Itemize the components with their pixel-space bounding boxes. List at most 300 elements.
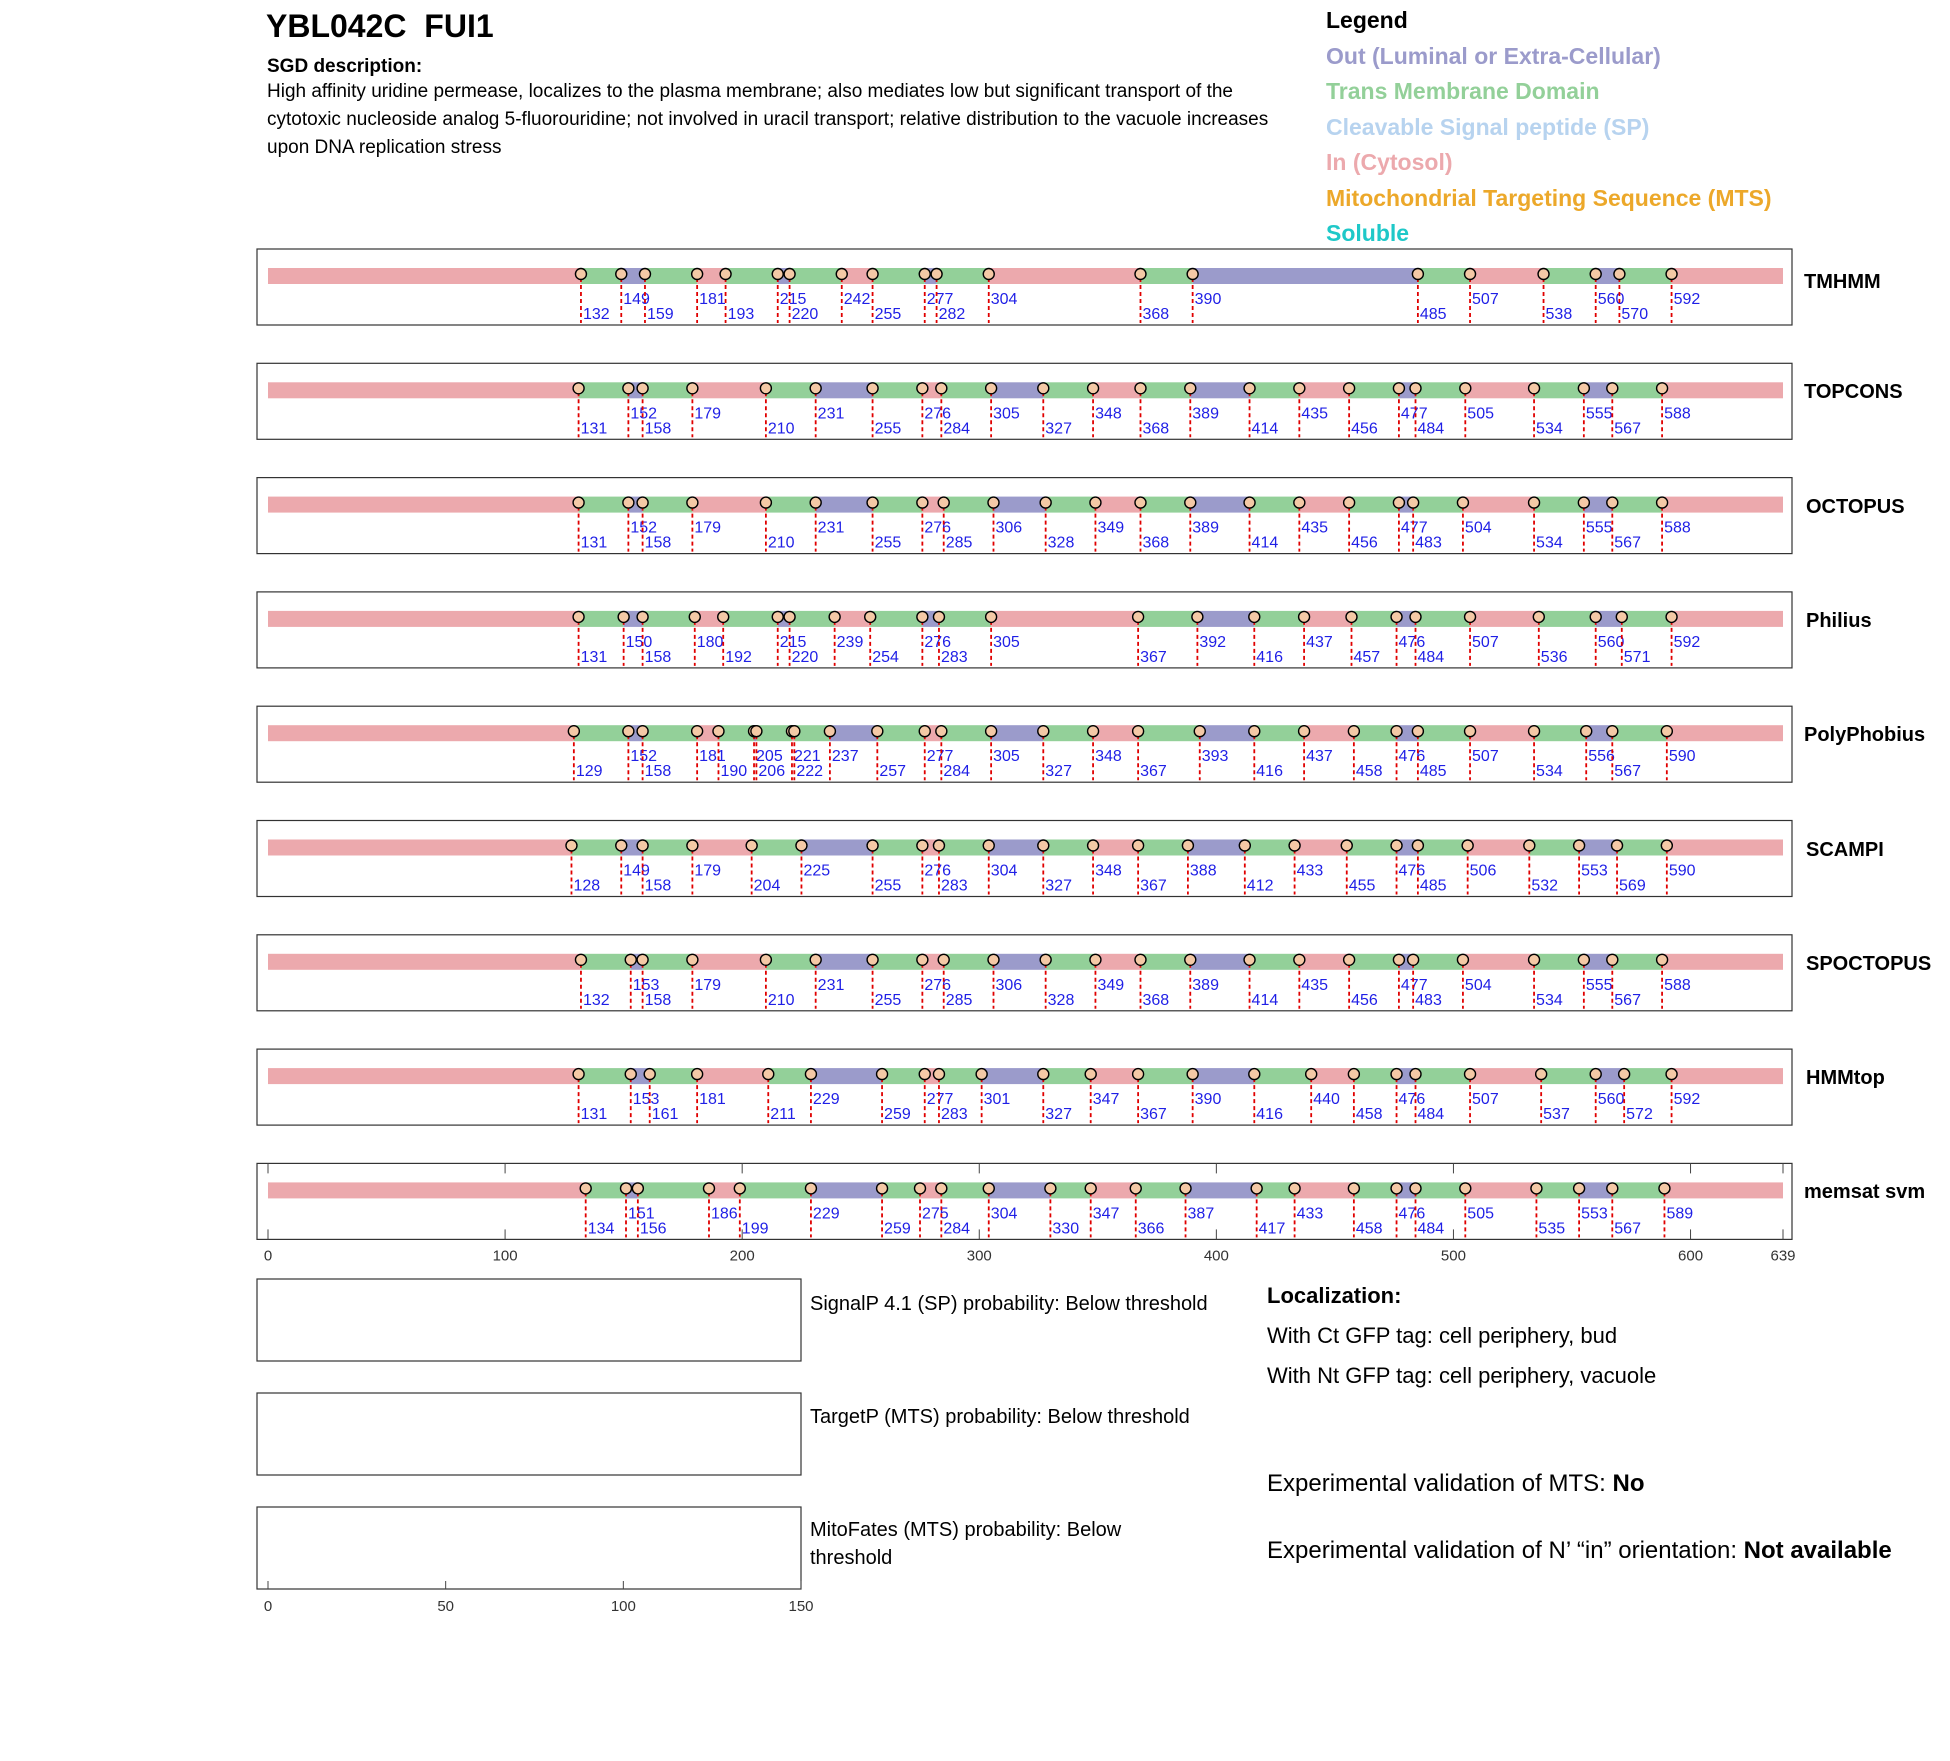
- segment-in: [268, 725, 574, 741]
- segment-tm: [1354, 1182, 1397, 1198]
- boundary-marker: [692, 269, 703, 280]
- sgd-description: High affinity uridine permease, localizes to the plasma membrane; also mediates low but significant transport of the cytotoxic nucleoside analog 5-fluorouridine; not involved in uracil transport; relative distribution to the vacuole increases upon DNA replication stress: [267, 81, 1269, 158]
- boundary-label: 180: [696, 633, 724, 651]
- boundary-marker: [623, 497, 634, 508]
- boundary-marker: [1410, 1069, 1421, 1080]
- segment-out: [991, 725, 1043, 741]
- boundary-marker: [1393, 383, 1404, 394]
- boundary-label: 283: [940, 648, 968, 666]
- boundary-marker: [1462, 840, 1473, 851]
- segment-out: [993, 497, 1045, 513]
- predictor-label-tmhmm: TMHMM: [1804, 271, 1881, 293]
- segment-in: [1470, 1068, 1541, 1084]
- boundary-label: 588: [1664, 519, 1691, 537]
- axis-tick-label: 500: [1440, 1247, 1466, 1265]
- boundary-label: 485: [1419, 306, 1447, 323]
- segment-tm: [1612, 1182, 1664, 1198]
- boundary-marker: [1581, 726, 1592, 737]
- boundary-marker: [1661, 726, 1672, 737]
- segment-in: [268, 954, 581, 970]
- segment-out: [816, 382, 873, 398]
- boundary-marker: [1133, 1069, 1144, 1080]
- segment-out: [801, 840, 872, 856]
- boundary-marker: [1299, 611, 1310, 622]
- boundary-marker: [632, 1183, 643, 1194]
- boundary-label: 589: [1666, 1205, 1694, 1223]
- legend-item-soluble: Soluble: [1326, 220, 1410, 246]
- segment-tm: [1046, 954, 1096, 970]
- boundary-marker: [734, 1183, 745, 1194]
- segment-in: [268, 611, 579, 627]
- boundary-label: 532: [1531, 877, 1559, 895]
- boundary-marker: [573, 497, 584, 508]
- boundary-label: 305: [993, 633, 1020, 651]
- boundary-label: 237: [831, 748, 859, 766]
- boundary-marker: [1657, 954, 1668, 965]
- boundary-label: 484: [1417, 648, 1445, 666]
- boundary-label: 129: [575, 763, 603, 781]
- boundary-label: 572: [1626, 1106, 1653, 1124]
- boundary-marker: [625, 954, 636, 965]
- boundary-marker: [1607, 954, 1618, 965]
- boundary-marker: [760, 497, 771, 508]
- boundary-marker: [936, 726, 947, 737]
- segment-tm: [1138, 840, 1188, 856]
- segment-tm: [1418, 840, 1468, 856]
- segment-tm: [1138, 725, 1200, 741]
- boundary-marker: [1185, 383, 1196, 394]
- boundary-marker: [1135, 497, 1146, 508]
- boundary-label: 588: [1664, 405, 1691, 423]
- boundary-label: 348: [1095, 748, 1122, 766]
- boundary-marker: [1090, 497, 1101, 508]
- boundary-label: 255: [874, 534, 902, 552]
- boundary-marker: [867, 497, 878, 508]
- boundary-label: 328: [1047, 534, 1075, 552]
- segment-out: [1188, 840, 1245, 856]
- boundary-label: 128: [573, 877, 601, 895]
- segment-tm: [873, 268, 925, 284]
- boundary-marker: [805, 1183, 816, 1194]
- boundary-label: 259: [884, 1220, 911, 1238]
- localization-ct-gfp: With Ct GFP tag: cell periphery, bud: [1267, 1323, 1618, 1348]
- segment-in: [991, 611, 1138, 627]
- boundary-label: 507: [1472, 633, 1499, 651]
- boundary-marker: [988, 954, 999, 965]
- boundary-label: 153: [632, 976, 660, 994]
- boundary-label: 367: [1140, 648, 1167, 666]
- boundary-label: 534: [1536, 420, 1563, 438]
- boundary-marker: [1294, 383, 1305, 394]
- track-scampi: [257, 821, 1792, 897]
- segment-tm: [766, 382, 816, 398]
- boundary-label: 456: [1351, 534, 1378, 552]
- axis-tick-label: 639: [1770, 1247, 1796, 1265]
- boundary-label: 276: [924, 976, 952, 994]
- segment-out: [816, 497, 873, 513]
- boundary-marker: [1038, 383, 1049, 394]
- localization-heading: Localization:: [1267, 1283, 1402, 1308]
- boundary-marker: [625, 1069, 636, 1080]
- boundary-label: 440: [1313, 1091, 1340, 1109]
- boundary-label: 416: [1256, 1106, 1283, 1124]
- segment-tm: [944, 954, 994, 970]
- boundary-label: 556: [1588, 748, 1615, 766]
- boundary-marker: [1412, 840, 1423, 851]
- boundary-marker: [687, 383, 698, 394]
- boundary-label: 276: [924, 633, 952, 651]
- segment-tm: [1529, 840, 1579, 856]
- boundary-label: 555: [1585, 519, 1613, 537]
- segment-tm: [1619, 268, 1671, 284]
- boundary-marker: [1536, 1069, 1547, 1080]
- track-philius: [257, 592, 1792, 668]
- segment-tm: [790, 611, 835, 627]
- boundary-marker: [877, 1183, 888, 1194]
- boundary-marker: [1657, 497, 1668, 508]
- boundary-marker: [1130, 1183, 1141, 1194]
- boundary-label: 225: [803, 862, 831, 880]
- segment-tm: [939, 611, 991, 627]
- boundary-marker: [1412, 269, 1423, 280]
- boundary-marker: [580, 1183, 591, 1194]
- predictor-label-octopus: OCTOPUS: [1806, 495, 1905, 518]
- boundary-marker: [1612, 840, 1623, 851]
- segment-out: [1200, 725, 1255, 741]
- boundary-marker: [687, 954, 698, 965]
- segment-tm: [1354, 1068, 1397, 1084]
- segment-tm: [766, 497, 816, 513]
- segment-tm: [1544, 268, 1596, 284]
- boundary-label: 477: [1400, 519, 1428, 537]
- boundary-label: 327: [1045, 1106, 1072, 1124]
- boundary-marker: [703, 1183, 714, 1194]
- boundary-marker: [1529, 726, 1540, 737]
- boundary-label: 327: [1045, 877, 1072, 895]
- boundary-marker: [1391, 1069, 1402, 1080]
- segment-tm: [1140, 382, 1190, 398]
- segment-tm: [768, 1068, 811, 1084]
- segment-in: [1662, 497, 1783, 513]
- segment-tm: [1138, 1068, 1193, 1084]
- segment-in: [1299, 382, 1349, 398]
- segment-out: [1190, 954, 1249, 970]
- boundary-marker: [1348, 1183, 1359, 1194]
- boundary-label: 553: [1581, 862, 1608, 880]
- legend-item-sp: Cleavable Signal peptide (SP): [1326, 113, 1650, 140]
- targetp-text: TargetP (MTS) probability: Below threshold: [810, 1406, 1190, 1428]
- boundary-label: 534: [1536, 763, 1563, 781]
- boundary-marker: [988, 497, 999, 508]
- sgd-heading: SGD description:: [267, 56, 423, 77]
- boundary-label: 414: [1251, 991, 1279, 1009]
- boundary-marker: [1348, 1069, 1359, 1080]
- boundary-label: 485: [1419, 763, 1447, 781]
- boundary-marker: [573, 383, 584, 394]
- boundary-marker: [986, 383, 997, 394]
- boundary-marker: [917, 611, 928, 622]
- boundary-label: 131: [580, 420, 608, 438]
- boundary-label: 507: [1472, 1091, 1499, 1109]
- boundary-marker: [1578, 954, 1589, 965]
- segment-out: [811, 1182, 882, 1198]
- segment-tm: [1418, 725, 1470, 741]
- boundary-marker: [1251, 1183, 1262, 1194]
- boundary-label: 304: [990, 291, 1018, 308]
- segment-tm: [1624, 1068, 1671, 1084]
- boundary-label: 368: [1142, 534, 1170, 552]
- boundary-marker: [1133, 611, 1144, 622]
- segment-in: [1091, 1068, 1138, 1084]
- segment-in: [1470, 268, 1543, 284]
- boundary-label: 179: [694, 976, 722, 994]
- track-polyphobius: [257, 706, 1792, 782]
- segment-tm: [1612, 382, 1662, 398]
- boundary-marker: [1182, 840, 1193, 851]
- segment-tm: [944, 497, 994, 513]
- boundary-label: 283: [940, 1106, 968, 1124]
- boundary-marker: [1341, 840, 1352, 851]
- boundary-marker: [824, 726, 835, 737]
- segment-tm: [1043, 382, 1093, 398]
- localization: [1267, 1283, 1907, 1389]
- boundary-marker: [1607, 383, 1618, 394]
- boundary-marker: [1045, 1183, 1056, 1194]
- segment-tm: [1046, 497, 1096, 513]
- boundary-label: 560: [1597, 1091, 1625, 1109]
- boundary-marker: [1249, 611, 1260, 622]
- boundary-marker: [1249, 1069, 1260, 1080]
- boundary-label: 149: [623, 862, 650, 880]
- boundary-label: 179: [694, 862, 722, 880]
- segment-tm: [579, 611, 624, 627]
- boundary-marker: [1607, 1183, 1618, 1194]
- segment-tm: [1245, 840, 1295, 856]
- boundary-label: 158: [644, 648, 672, 666]
- boundary-marker: [1344, 954, 1355, 965]
- boundary-label: 131: [580, 534, 608, 552]
- boundary-label: 206: [758, 763, 786, 781]
- boundary-label: 483: [1415, 991, 1442, 1009]
- boundary-label: 504: [1464, 976, 1492, 994]
- boundary-label: 204: [753, 877, 781, 895]
- axis-tick-label: 0: [263, 1247, 273, 1265]
- segment-tm: [586, 1182, 626, 1198]
- boundary-marker: [1614, 269, 1625, 280]
- boundary-label: 158: [644, 991, 672, 1009]
- boundary-label: 412: [1246, 877, 1274, 895]
- exp-validation-mts: [1267, 1468, 1907, 1500]
- boundary-label: 277: [926, 291, 954, 308]
- segment-out: [991, 382, 1043, 398]
- boundary-marker: [1192, 611, 1203, 622]
- boundary-label: 367: [1140, 763, 1167, 781]
- boundary-marker: [1187, 1069, 1198, 1080]
- boundary-marker: [1578, 497, 1589, 508]
- boundary-label: 282: [938, 306, 966, 323]
- prob-axis-label: 100: [610, 1598, 636, 1615]
- boundary-label: 305: [993, 405, 1020, 423]
- segment-in: [1304, 725, 1354, 741]
- boundary-label: 330: [1052, 1220, 1080, 1238]
- boundary-label: 506: [1469, 862, 1497, 880]
- boundary-marker: [865, 611, 876, 622]
- boundary-label: 304: [990, 862, 1018, 880]
- boundary-label: 347: [1092, 1091, 1120, 1109]
- boundary-label: 567: [1614, 534, 1641, 552]
- boundary-marker: [1531, 1183, 1542, 1194]
- boundary-label: 159: [646, 306, 674, 323]
- boundary-label: 134: [587, 1220, 615, 1238]
- boundary-label: 388: [1189, 862, 1217, 880]
- segment-tm: [1413, 497, 1463, 513]
- boundary-marker: [938, 954, 949, 965]
- boundary-marker: [637, 383, 648, 394]
- boundary-marker: [1289, 1183, 1300, 1194]
- boundary-label: 433: [1296, 1205, 1324, 1223]
- boundary-marker: [1299, 726, 1310, 737]
- boundary-marker: [616, 269, 627, 280]
- boundary-label: 458: [1355, 1220, 1383, 1238]
- boundary-label: 306: [995, 976, 1023, 994]
- segment-tm: [1354, 725, 1397, 741]
- probability-box-0: [257, 1279, 801, 1361]
- segment-tm: [579, 497, 629, 513]
- boundary-label: 567: [1614, 763, 1641, 781]
- boundary-label: 132: [582, 991, 610, 1009]
- segment-tm: [873, 382, 923, 398]
- segment-in: [1295, 840, 1347, 856]
- boundary-label: 349: [1097, 519, 1125, 537]
- boundary-label: 456: [1351, 991, 1378, 1009]
- segment-out: [993, 954, 1045, 970]
- boundary-marker: [1590, 1069, 1601, 1080]
- segment-in: [1304, 611, 1351, 627]
- boundary-label: 285: [945, 991, 973, 1009]
- boundary-marker: [936, 1183, 947, 1194]
- boundary-label: 327: [1045, 420, 1072, 438]
- boundary-label: 560: [1597, 291, 1625, 308]
- segment-tm: [650, 1068, 697, 1084]
- segment-in: [1672, 268, 1783, 284]
- boundary-marker: [983, 840, 994, 851]
- predictor-label-topcons: TOPCONS: [1804, 381, 1903, 404]
- boundary-marker: [1135, 383, 1146, 394]
- segment-tm: [1349, 954, 1399, 970]
- boundary-label: 131: [580, 1106, 608, 1124]
- boundary-marker: [1408, 954, 1419, 965]
- boundary-label: 435: [1301, 519, 1329, 537]
- segment-in: [1662, 954, 1783, 970]
- segment-tm: [790, 268, 842, 284]
- segment-tm: [1416, 611, 1471, 627]
- legend-item-in: In (Cytosol): [1326, 149, 1453, 175]
- boundary-marker: [917, 497, 928, 508]
- segment-out: [811, 1068, 882, 1084]
- boundary-marker: [1408, 497, 1419, 508]
- boundary-marker: [1529, 497, 1540, 508]
- boundary-label: 567: [1614, 420, 1641, 438]
- boundary-label: 476: [1398, 633, 1426, 651]
- exp-validation-orientation: [1267, 1535, 1907, 1567]
- segment-tm: [1416, 382, 1466, 398]
- boundary-label: 416: [1256, 763, 1283, 781]
- boundary-label: 132: [582, 306, 610, 323]
- boundary-label: 504: [1464, 519, 1492, 537]
- segment-in: [1091, 1182, 1136, 1198]
- boundary-label: 239: [836, 633, 864, 651]
- segment-tm: [1254, 611, 1304, 627]
- boundary-marker: [1659, 1183, 1670, 1194]
- segment-tm: [939, 840, 989, 856]
- boundary-label: 414: [1251, 534, 1279, 552]
- boundary-label: 367: [1140, 1106, 1167, 1124]
- track-spoctopus: [257, 935, 1792, 1011]
- boundary-label: 210: [767, 534, 795, 552]
- segment-in: [697, 1068, 768, 1084]
- legend-title: Legend: [1326, 7, 1408, 33]
- boundary-label: 231: [817, 976, 845, 994]
- boundary-marker: [575, 954, 586, 965]
- boundary-marker: [1085, 1069, 1096, 1080]
- boundary-label: 156: [639, 1220, 667, 1238]
- boundary-marker: [751, 726, 762, 737]
- boundary-label: 392: [1199, 633, 1227, 651]
- boundary-label: 567: [1614, 1220, 1641, 1238]
- boundary-label: 181: [699, 1091, 726, 1109]
- boundary-marker: [983, 269, 994, 280]
- segment-tm: [643, 725, 698, 741]
- boundary-label: 416: [1256, 648, 1283, 666]
- segment-in: [692, 954, 765, 970]
- segment-tm: [1043, 1068, 1090, 1084]
- segment-out: [989, 1182, 1051, 1198]
- boundary-marker: [1457, 497, 1468, 508]
- boundary-label: 242: [843, 291, 871, 308]
- boundary-marker: [829, 611, 840, 622]
- localization-nt-gfp: With Nt GFP tag: cell periphery, vacuole: [1267, 1363, 1657, 1388]
- boundary-marker: [1410, 383, 1421, 394]
- boundary-marker: [713, 726, 724, 737]
- boundary-label: 505: [1467, 405, 1495, 423]
- segment-tm: [1534, 954, 1584, 970]
- boundary-marker: [986, 726, 997, 737]
- boundary-label: 567: [1614, 991, 1641, 1009]
- boundary-label: 275: [921, 1205, 949, 1223]
- boundary-label: 305: [993, 748, 1020, 766]
- boundary-marker: [1391, 840, 1402, 851]
- segment-in: [1672, 1068, 1783, 1084]
- boundary-label: 186: [710, 1205, 738, 1223]
- track-memsat-svm: [257, 1163, 1792, 1239]
- boundary-label: 592: [1673, 1091, 1701, 1109]
- segment-tm: [1140, 497, 1190, 513]
- boundary-label: 283: [940, 877, 968, 895]
- boundary-marker: [1244, 497, 1255, 508]
- predictor-label-hmmtop: HMMtop: [1806, 1067, 1885, 1090]
- segment-tm: [1050, 1182, 1090, 1198]
- boundary-marker: [1088, 840, 1099, 851]
- boundary-label: 152: [630, 748, 658, 766]
- segment-tm: [873, 497, 923, 513]
- boundary-marker: [917, 383, 928, 394]
- boundary-marker: [789, 726, 800, 737]
- boundary-label: 368: [1142, 991, 1170, 1009]
- boundary-label: 534: [1536, 991, 1563, 1009]
- boundary-marker: [1666, 611, 1677, 622]
- boundary-label: 477: [1400, 405, 1428, 423]
- boundary-marker: [810, 497, 821, 508]
